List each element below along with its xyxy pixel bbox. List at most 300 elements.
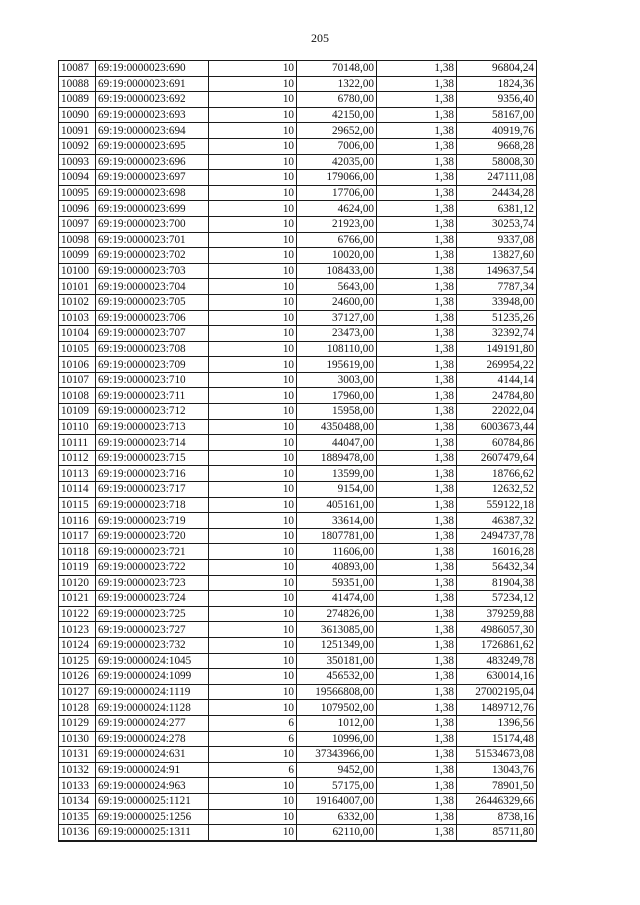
total-cell: 13827,60 — [457, 248, 537, 264]
table-row — [59, 61, 537, 77]
total-cell: 60784,86 — [457, 435, 537, 451]
coefficient-cell: 1,38 — [377, 482, 457, 498]
row-number-cell: 10126 — [59, 669, 96, 685]
value-cell: 4624,00 — [297, 201, 377, 217]
coefficient-cell: 1,38 — [377, 762, 457, 778]
value-cell: 195619,00 — [297, 357, 377, 373]
rate-cell: 10 — [209, 185, 297, 201]
cadastral-number-cell: 69:19:0000023:704 — [96, 279, 209, 295]
value-cell: 5643,00 — [297, 279, 377, 295]
table-body — [59, 61, 537, 841]
value-cell: 7006,00 — [297, 138, 377, 154]
table-row — [59, 731, 537, 747]
coefficient-cell: 1,38 — [377, 606, 457, 622]
coefficient-cell: 1,38 — [377, 669, 457, 685]
row-number-cell: 10132 — [59, 762, 96, 778]
rate-cell: 10 — [209, 513, 297, 529]
total-cell: 2607479,64 — [457, 450, 537, 466]
rate-cell: 10 — [209, 575, 297, 591]
table-row — [59, 715, 537, 731]
table-row — [59, 263, 537, 279]
table-row — [59, 310, 537, 326]
value-cell: 108433,00 — [297, 263, 377, 279]
table-row — [59, 419, 537, 435]
table-row — [59, 809, 537, 825]
value-cell: 405161,00 — [297, 497, 377, 513]
total-cell: 559122,18 — [457, 497, 537, 513]
cadastral-number-cell: 69:19:0000023:708 — [96, 341, 209, 357]
value-cell: 1251349,00 — [297, 637, 377, 653]
value-cell: 59351,00 — [297, 575, 377, 591]
rate-cell: 10 — [209, 341, 297, 357]
row-number-cell: 10123 — [59, 622, 96, 638]
cadastral-number-cell: 69:19:0000023:691 — [96, 76, 209, 92]
value-cell: 108110,00 — [297, 341, 377, 357]
row-number-cell: 10131 — [59, 747, 96, 763]
value-cell: 19164007,00 — [297, 793, 377, 809]
table-row — [59, 762, 537, 778]
row-number-cell: 10117 — [59, 528, 96, 544]
cadastral-number-cell: 69:19:0000024:631 — [96, 747, 209, 763]
value-cell: 13599,00 — [297, 466, 377, 482]
table-row — [59, 341, 537, 357]
total-cell: 9337,08 — [457, 232, 537, 248]
cadastral-number-cell: 69:19:0000023:714 — [96, 435, 209, 451]
rate-cell: 10 — [209, 372, 297, 388]
rate-cell: 10 — [209, 107, 297, 123]
total-cell: 51534673,08 — [457, 747, 537, 763]
row-number-cell: 10098 — [59, 232, 96, 248]
total-cell: 57234,12 — [457, 591, 537, 607]
coefficient-cell: 1,38 — [377, 92, 457, 108]
total-cell: 58167,00 — [457, 107, 537, 123]
table-row — [59, 216, 537, 232]
value-cell: 9452,00 — [297, 762, 377, 778]
row-number-cell: 10128 — [59, 700, 96, 716]
cadastral-number-cell: 69:19:0000025:1256 — [96, 809, 209, 825]
table-row — [59, 123, 537, 139]
cadastral-number-cell: 69:19:0000023:711 — [96, 388, 209, 404]
value-cell: 456532,00 — [297, 669, 377, 685]
rate-cell: 10 — [209, 450, 297, 466]
cadastral-number-cell: 69:19:0000024:278 — [96, 731, 209, 747]
cadastral-number-cell: 69:19:0000023:702 — [96, 248, 209, 264]
total-cell: 96804,24 — [457, 61, 537, 77]
cadastral-number-cell: 69:19:0000023:700 — [96, 216, 209, 232]
table-row — [59, 170, 537, 186]
total-cell: 58008,30 — [457, 154, 537, 170]
value-cell: 3003,00 — [297, 372, 377, 388]
row-number-cell: 10133 — [59, 778, 96, 794]
rate-cell: 10 — [209, 201, 297, 217]
value-cell: 9154,00 — [297, 482, 377, 498]
coefficient-cell: 1,38 — [377, 154, 457, 170]
coefficient-cell: 1,38 — [377, 279, 457, 295]
total-cell: 149191,80 — [457, 341, 537, 357]
value-cell: 11606,00 — [297, 544, 377, 560]
rate-cell: 10 — [209, 388, 297, 404]
cadastral-number-cell: 69:19:0000023:727 — [96, 622, 209, 638]
row-number-cell: 10089 — [59, 92, 96, 108]
coefficient-cell: 1,38 — [377, 232, 457, 248]
row-number-cell: 10116 — [59, 513, 96, 529]
table-row — [59, 622, 537, 638]
table-row — [59, 138, 537, 154]
rate-cell: 10 — [209, 591, 297, 607]
rate-cell: 10 — [209, 326, 297, 342]
table-row — [59, 544, 537, 560]
total-cell: 27002195,04 — [457, 684, 537, 700]
value-cell: 70148,00 — [297, 61, 377, 77]
table-row — [59, 466, 537, 482]
cadastral-number-cell: 69:19:0000023:715 — [96, 450, 209, 466]
cadastral-number-cell: 69:19:0000023:724 — [96, 591, 209, 607]
coefficient-cell: 1,38 — [377, 715, 457, 731]
rate-cell: 10 — [209, 263, 297, 279]
cadastral-number-cell: 69:19:0000023:693 — [96, 107, 209, 123]
cadastral-number-cell: 69:19:0000023:725 — [96, 606, 209, 622]
table-row — [59, 684, 537, 700]
coefficient-cell: 1,38 — [377, 263, 457, 279]
rate-cell: 10 — [209, 528, 297, 544]
value-cell: 17960,00 — [297, 388, 377, 404]
coefficient-cell: 1,38 — [377, 466, 457, 482]
page-number: 205 — [311, 31, 329, 45]
cadastral-number-cell: 69:19:0000024:963 — [96, 778, 209, 794]
row-number-cell: 10127 — [59, 684, 96, 700]
coefficient-cell: 1,38 — [377, 216, 457, 232]
cadastral-number-cell: 69:19:0000024:91 — [96, 762, 209, 778]
table-row — [59, 637, 537, 653]
row-number-cell: 10115 — [59, 497, 96, 513]
rate-cell: 10 — [209, 279, 297, 295]
cadastral-number-cell: 69:19:0000023:710 — [96, 372, 209, 388]
rate-cell: 10 — [209, 138, 297, 154]
cadastral-number-cell: 69:19:0000023:716 — [96, 466, 209, 482]
total-cell: 9356,40 — [457, 92, 537, 108]
total-cell: 15174,48 — [457, 731, 537, 747]
cadastral-number-cell: 69:19:0000023:717 — [96, 482, 209, 498]
value-cell: 23473,00 — [297, 326, 377, 342]
row-number-cell: 10125 — [59, 653, 96, 669]
coefficient-cell: 1,38 — [377, 294, 457, 310]
row-number-cell: 10101 — [59, 279, 96, 295]
row-number-cell: 10136 — [59, 825, 96, 841]
coefficient-cell: 1,38 — [377, 310, 457, 326]
total-cell: 32392,74 — [457, 326, 537, 342]
row-number-cell: 10122 — [59, 606, 96, 622]
total-cell: 483249,78 — [457, 653, 537, 669]
coefficient-cell: 1,38 — [377, 778, 457, 794]
row-number-cell: 10088 — [59, 76, 96, 92]
cadastral-number-cell: 69:19:0000024:1045 — [96, 653, 209, 669]
table-row — [59, 232, 537, 248]
rate-cell: 10 — [209, 778, 297, 794]
value-cell: 1079502,00 — [297, 700, 377, 716]
coefficient-cell: 1,38 — [377, 513, 457, 529]
rate-cell: 10 — [209, 170, 297, 186]
row-number-cell: 10102 — [59, 294, 96, 310]
table-row — [59, 76, 537, 92]
total-cell: 630014,16 — [457, 669, 537, 685]
rate-cell: 10 — [209, 310, 297, 326]
rate-cell: 10 — [209, 466, 297, 482]
value-cell: 37343966,00 — [297, 747, 377, 763]
row-number-cell: 10119 — [59, 560, 96, 576]
coefficient-cell: 1,38 — [377, 138, 457, 154]
value-cell: 40893,00 — [297, 560, 377, 576]
rate-cell: 10 — [209, 544, 297, 560]
table-row — [59, 107, 537, 123]
rate-cell: 10 — [209, 793, 297, 809]
value-cell: 37127,00 — [297, 310, 377, 326]
coefficient-cell: 1,38 — [377, 170, 457, 186]
rate-cell: 10 — [209, 435, 297, 451]
rate-cell: 10 — [209, 747, 297, 763]
value-cell: 10996,00 — [297, 731, 377, 747]
row-number-cell: 10097 — [59, 216, 96, 232]
row-number-cell: 10111 — [59, 435, 96, 451]
row-number-cell: 10108 — [59, 388, 96, 404]
value-cell: 1889478,00 — [297, 450, 377, 466]
row-number-cell: 10124 — [59, 637, 96, 653]
coefficient-cell: 1,38 — [377, 357, 457, 373]
cadastral-number-cell: 69:19:0000023:697 — [96, 170, 209, 186]
table-row — [59, 669, 537, 685]
total-cell: 4144,14 — [457, 372, 537, 388]
row-number-cell: 10103 — [59, 310, 96, 326]
total-cell: 149637,54 — [457, 263, 537, 279]
coefficient-cell: 1,38 — [377, 341, 457, 357]
value-cell: 41474,00 — [297, 591, 377, 607]
value-cell: 62110,00 — [297, 825, 377, 841]
table-row — [59, 653, 537, 669]
row-number-cell: 10130 — [59, 731, 96, 747]
coefficient-cell: 1,38 — [377, 201, 457, 217]
total-cell: 18766,62 — [457, 466, 537, 482]
cadastral-number-cell: 69:19:0000023:732 — [96, 637, 209, 653]
rate-cell: 10 — [209, 419, 297, 435]
total-cell: 12632,52 — [457, 482, 537, 498]
coefficient-cell: 1,38 — [377, 61, 457, 77]
value-cell: 57175,00 — [297, 778, 377, 794]
coefficient-cell: 1,38 — [377, 497, 457, 513]
rate-cell: 10 — [209, 404, 297, 420]
value-cell: 6780,00 — [297, 92, 377, 108]
cadastral-number-cell: 69:19:0000023:719 — [96, 513, 209, 529]
coefficient-cell: 1,38 — [377, 528, 457, 544]
row-number-cell: 10100 — [59, 263, 96, 279]
table-row — [59, 591, 537, 607]
table-row — [59, 513, 537, 529]
cadastral-number-cell: 69:19:0000024:1119 — [96, 684, 209, 700]
cadastral-number-cell: 69:19:0000023:703 — [96, 263, 209, 279]
total-cell: 13043,76 — [457, 762, 537, 778]
row-number-cell: 10107 — [59, 372, 96, 388]
cadastral-number-cell: 69:19:0000023:720 — [96, 528, 209, 544]
row-number-cell: 10105 — [59, 341, 96, 357]
value-cell: 42035,00 — [297, 154, 377, 170]
table-row — [59, 294, 537, 310]
row-number-cell: 10134 — [59, 793, 96, 809]
total-cell: 1726861,62 — [457, 637, 537, 653]
coefficient-cell: 1,38 — [377, 107, 457, 123]
total-cell: 1824,36 — [457, 76, 537, 92]
value-cell: 10020,00 — [297, 248, 377, 264]
row-number-cell: 10112 — [59, 450, 96, 466]
cadastral-number-cell: 69:19:0000023:696 — [96, 154, 209, 170]
cadastral-number-cell: 69:19:0000023:721 — [96, 544, 209, 560]
row-number-cell: 10106 — [59, 357, 96, 373]
cadastral-number-cell: 69:19:0000023:698 — [96, 185, 209, 201]
value-cell: 33614,00 — [297, 513, 377, 529]
total-cell: 379259,88 — [457, 606, 537, 622]
coefficient-cell: 1,38 — [377, 76, 457, 92]
total-cell: 6381,12 — [457, 201, 537, 217]
value-cell: 6332,00 — [297, 809, 377, 825]
cadastral-number-cell: 69:19:0000023:713 — [96, 419, 209, 435]
total-cell: 46387,32 — [457, 513, 537, 529]
coefficient-cell: 1,38 — [377, 684, 457, 700]
cadastral-table — [58, 60, 537, 842]
total-cell: 1396,56 — [457, 715, 537, 731]
row-number-cell: 10099 — [59, 248, 96, 264]
total-cell: 24784,80 — [457, 388, 537, 404]
table-row — [59, 404, 537, 420]
rate-cell: 10 — [209, 825, 297, 841]
value-cell: 6766,00 — [297, 232, 377, 248]
value-cell: 21923,00 — [297, 216, 377, 232]
rate-cell: 10 — [209, 294, 297, 310]
rate-cell: 10 — [209, 123, 297, 139]
coefficient-cell: 1,38 — [377, 544, 457, 560]
coefficient-cell: 1,38 — [377, 700, 457, 716]
value-cell: 350181,00 — [297, 653, 377, 669]
coefficient-cell: 1,38 — [377, 450, 457, 466]
cadastral-number-cell: 69:19:0000024:277 — [96, 715, 209, 731]
table-row — [59, 575, 537, 591]
row-number-cell: 10104 — [59, 326, 96, 342]
value-cell: 17706,00 — [297, 185, 377, 201]
row-number-cell: 10121 — [59, 591, 96, 607]
value-cell: 15958,00 — [297, 404, 377, 420]
cadastral-number-cell: 69:19:0000023:707 — [96, 326, 209, 342]
table-row — [59, 747, 537, 763]
total-cell: 1489712,76 — [457, 700, 537, 716]
value-cell: 3613085,00 — [297, 622, 377, 638]
value-cell: 1012,00 — [297, 715, 377, 731]
cadastral-number-cell: 69:19:0000023:722 — [96, 560, 209, 576]
rate-cell: 10 — [209, 809, 297, 825]
value-cell: 42150,00 — [297, 107, 377, 123]
rate-cell: 10 — [209, 560, 297, 576]
table-row — [59, 357, 537, 373]
total-cell: 78901,50 — [457, 778, 537, 794]
coefficient-cell: 1,38 — [377, 825, 457, 841]
rate-cell: 10 — [209, 700, 297, 716]
row-number-cell: 10087 — [59, 61, 96, 77]
table-row — [59, 528, 537, 544]
table-row — [59, 450, 537, 466]
cadastral-number-cell: 69:19:0000025:1121 — [96, 793, 209, 809]
row-number-cell: 10120 — [59, 575, 96, 591]
value-cell: 1807781,00 — [297, 528, 377, 544]
row-number-cell: 10092 — [59, 138, 96, 154]
rate-cell: 6 — [209, 715, 297, 731]
table-row — [59, 279, 537, 295]
rate-cell: 10 — [209, 684, 297, 700]
total-cell: 26446329,66 — [457, 793, 537, 809]
rate-cell: 10 — [209, 653, 297, 669]
total-cell: 22022,04 — [457, 404, 537, 420]
table-row — [59, 778, 537, 794]
total-cell: 85711,80 — [457, 825, 537, 841]
rate-cell: 10 — [209, 61, 297, 77]
rate-cell: 10 — [209, 92, 297, 108]
coefficient-cell: 1,38 — [377, 653, 457, 669]
rate-cell: 10 — [209, 637, 297, 653]
cadastral-number-cell: 69:19:0000023:701 — [96, 232, 209, 248]
cadastral-number-cell: 69:19:0000023:695 — [96, 138, 209, 154]
coefficient-cell: 1,38 — [377, 419, 457, 435]
rate-cell: 10 — [209, 248, 297, 264]
coefficient-cell: 1,38 — [377, 404, 457, 420]
total-cell: 4986057,30 — [457, 622, 537, 638]
rate-cell: 10 — [209, 216, 297, 232]
rate-cell: 10 — [209, 669, 297, 685]
coefficient-cell: 1,38 — [377, 575, 457, 591]
row-number-cell: 10095 — [59, 185, 96, 201]
rate-cell: 10 — [209, 482, 297, 498]
value-cell: 19566808,00 — [297, 684, 377, 700]
cadastral-number-cell: 69:19:0000023:706 — [96, 310, 209, 326]
row-number-cell: 10094 — [59, 170, 96, 186]
row-number-cell: 10091 — [59, 123, 96, 139]
cadastral-number-cell: 69:19:0000023:705 — [96, 294, 209, 310]
rate-cell: 6 — [209, 762, 297, 778]
rate-cell: 10 — [209, 76, 297, 92]
rate-cell: 10 — [209, 154, 297, 170]
table-row — [59, 326, 537, 342]
total-cell: 81904,38 — [457, 575, 537, 591]
total-cell: 16016,28 — [457, 544, 537, 560]
row-number-cell: 10118 — [59, 544, 96, 560]
total-cell: 30253,74 — [457, 216, 537, 232]
total-cell: 6003673,44 — [457, 419, 537, 435]
rate-cell: 10 — [209, 622, 297, 638]
coefficient-cell: 1,38 — [377, 591, 457, 607]
cadastral-number-cell: 69:19:0000025:1311 — [96, 825, 209, 841]
value-cell: 24600,00 — [297, 294, 377, 310]
table-row — [59, 497, 537, 513]
coefficient-cell: 1,38 — [377, 809, 457, 825]
coefficient-cell: 1,38 — [377, 326, 457, 342]
coefficient-cell: 1,38 — [377, 248, 457, 264]
coefficient-cell: 1,38 — [377, 731, 457, 747]
table-row — [59, 248, 537, 264]
cadastral-number-cell: 69:19:0000024:1099 — [96, 669, 209, 685]
total-cell: 247111,08 — [457, 170, 537, 186]
coefficient-cell: 1,38 — [377, 793, 457, 809]
cadastral-number-cell: 69:19:0000023:699 — [96, 201, 209, 217]
table-row — [59, 388, 537, 404]
cadastral-number-cell: 69:19:0000023:692 — [96, 92, 209, 108]
row-number-cell: 10110 — [59, 419, 96, 435]
table-row — [59, 201, 537, 217]
coefficient-cell: 1,38 — [377, 560, 457, 576]
table-row — [59, 92, 537, 108]
value-cell: 1322,00 — [297, 76, 377, 92]
